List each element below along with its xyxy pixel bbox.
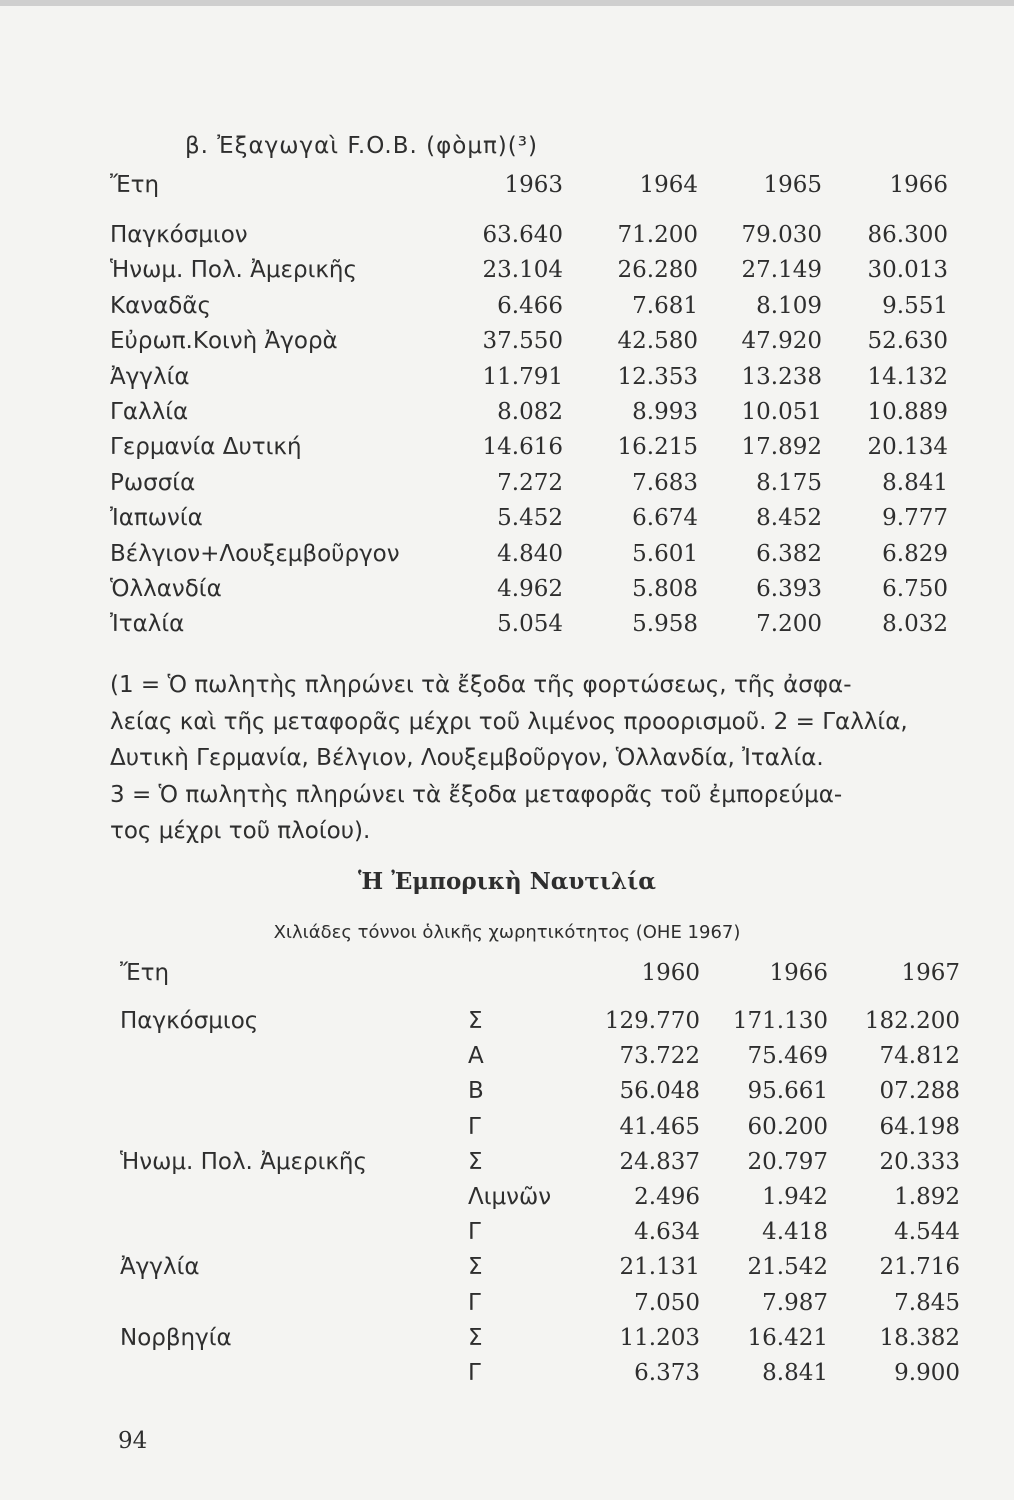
cell-value: 7.050 (634, 1289, 700, 1316)
cell-value: 1.942 (762, 1184, 828, 1210)
category-key: Γ (468, 1219, 481, 1246)
section-subtitle: Χιλιάδες τόννοι ὁλικῆς χωρητικότητος (ΟΗΕ 1967) (273, 922, 741, 943)
row-label: Ἰταλία (110, 611, 185, 638)
row-label: Βέλγιον+Λουξεμβοῦργον (110, 540, 400, 567)
cell-value: 18.382 (879, 1324, 960, 1351)
category-key: Γ (468, 1360, 481, 1386)
cell-value: 73.722 (619, 1043, 700, 1070)
cell-value: 24.837 (619, 1148, 700, 1175)
row-label: Ἡνωμ. Πολ. Ἀμερικῆς (110, 257, 357, 284)
footnote-line: 3 = Ὁ πωλητὴς πληρώνει τὰ ἔξοδα μεταφορᾶς τοῦ ἐμπορεύμα- (110, 781, 843, 808)
cell-value: 11.203 (619, 1324, 700, 1351)
category-key: Β (468, 1078, 484, 1105)
footnote-line: (1 = Ὁ πωλητὴς πληρώνει τὰ ἔξοδα τῆς φορτώσεως, τῆς ἀσφα- (110, 672, 852, 698)
table-row (0, 328, 1014, 362)
cell-value: 47.920 (741, 328, 822, 355)
table-header-row (0, 960, 1014, 994)
category-key: Σ (468, 1254, 483, 1281)
cell-value: 10.889 (867, 399, 948, 425)
cell-value: 30.013 (867, 257, 948, 284)
table-row (0, 257, 1014, 291)
cell-value: 74.812 (879, 1043, 960, 1070)
table-row (0, 1360, 1014, 1394)
table-row (0, 1254, 1014, 1288)
table-row (0, 611, 1014, 645)
row-label: Ἀγγλία (120, 1254, 200, 1281)
row-label: Ἰαπωνία (110, 505, 203, 532)
cell-value: 13.238 (741, 363, 822, 390)
cell-value: 42.580 (617, 328, 698, 355)
cell-value: 171.130 (732, 1008, 828, 1034)
table-row (0, 364, 1014, 398)
cell-value: 79.030 (741, 222, 822, 248)
category-key: Α (468, 1043, 484, 1070)
row-label: Ρωσσία (110, 469, 196, 496)
cell-value: 23.104 (482, 257, 563, 284)
row-label: Ὁλλανδία (110, 576, 222, 602)
table-row (0, 399, 1014, 433)
header-label: Ἔτη (120, 960, 170, 986)
header-label: Ἔτη (110, 172, 160, 198)
category-key: Σ (468, 1324, 483, 1351)
cell-value: 11.791 (482, 363, 563, 390)
cell-value: 41.465 (619, 1113, 700, 1140)
cell-value: 95.661 (747, 1078, 828, 1105)
cell-value: 6.373 (634, 1360, 700, 1386)
row-label: Παγκόσμιον (110, 222, 248, 248)
cell-value: 20.134 (867, 434, 948, 461)
cell-value: 5.054 (497, 611, 563, 638)
exports-table-title: β. Ἐξαγωγαὶ F.O.B. (φὸμπ)(³) (185, 133, 538, 159)
cell-value: 16.421 (747, 1324, 828, 1351)
cell-value: 56.048 (619, 1078, 700, 1105)
cell-value: 6.674 (632, 505, 698, 532)
cell-value: 7.845 (894, 1289, 960, 1316)
cell-value: 8.032 (882, 611, 948, 638)
cell-value: 7.200 (756, 611, 822, 638)
table-row (0, 222, 1014, 256)
cell-value: 2.496 (634, 1184, 700, 1210)
cell-value: 9.777 (882, 505, 948, 532)
year-header: 1963 (504, 172, 563, 198)
section-heading: Ἡ Ἐμπορικὴ Ναυτιλία (358, 868, 656, 895)
cell-value: 20.333 (879, 1148, 960, 1175)
row-label: Καναδᾶς (110, 292, 211, 319)
cell-value: 7.681 (632, 292, 698, 319)
cell-value: 182.200 (864, 1008, 960, 1034)
cell-value: 64.198 (879, 1113, 960, 1140)
cell-value: 1.892 (894, 1184, 960, 1210)
scan-edge (0, 0, 1014, 6)
cell-value: 8.109 (756, 292, 822, 319)
cell-value: 14.132 (867, 363, 948, 390)
row-label: Ἀγγλία (110, 363, 190, 390)
cell-value: 6.829 (882, 540, 948, 567)
cell-value: 21.542 (747, 1254, 828, 1281)
cell-value: 17.892 (741, 434, 822, 461)
table-row (0, 293, 1014, 327)
cell-value: 6.466 (497, 292, 563, 319)
cell-value: 75.469 (747, 1043, 828, 1070)
table-row (0, 1008, 1014, 1042)
cell-value: 21.131 (619, 1254, 700, 1281)
table-row (0, 1290, 1014, 1324)
cell-value: 8.841 (762, 1360, 828, 1386)
cell-value: 20.797 (747, 1148, 828, 1175)
year-header: 1964 (639, 172, 698, 198)
cell-value: 10.051 (741, 399, 822, 425)
row-label: Γαλλία (110, 399, 189, 425)
cell-value: 12.353 (617, 363, 698, 390)
cell-value: 4.544 (894, 1219, 960, 1246)
year-header: 1967 (901, 960, 960, 986)
cell-value: 8.175 (756, 469, 822, 496)
category-key: Λιμνῶν (468, 1184, 552, 1210)
table-row (0, 1325, 1014, 1359)
cell-value: 4.840 (497, 540, 563, 567)
table-row (0, 541, 1014, 575)
cell-value: 71.200 (617, 222, 698, 248)
year-header: 1965 (763, 172, 822, 198)
cell-value: 9.900 (894, 1360, 960, 1386)
cell-value: 7.272 (497, 469, 563, 496)
cell-value: 7.987 (762, 1289, 828, 1316)
footnote-line: τος μέχρι τοῦ πλοίου). (110, 818, 371, 844)
cell-value: 7.683 (632, 469, 698, 496)
cell-value: 8.082 (497, 399, 563, 425)
table-row (0, 1078, 1014, 1112)
table-row (0, 505, 1014, 539)
cell-value: 27.149 (741, 257, 822, 284)
table-row (0, 1184, 1014, 1218)
cell-value: 4.418 (762, 1219, 828, 1246)
category-key: Γ (468, 1113, 481, 1140)
page-number: 94 (118, 1428, 148, 1454)
cell-value: 5.601 (632, 540, 698, 567)
cell-value: 6.750 (882, 576, 948, 602)
cell-value: 86.300 (867, 222, 948, 248)
table-row (0, 1219, 1014, 1253)
row-label: Εὐρωπ.Κοινὴ Ἀγορὰ (110, 328, 338, 355)
row-label: Ἡνωμ. Πολ. Ἀμερικῆς (120, 1148, 367, 1175)
cell-value: 60.200 (747, 1113, 828, 1140)
cell-value: 63.640 (482, 222, 563, 248)
year-header: 1960 (641, 960, 700, 986)
cell-value: 6.382 (756, 540, 822, 567)
cell-value: 52.630 (867, 328, 948, 355)
table-row (0, 1114, 1014, 1148)
cell-value: 5.452 (497, 505, 563, 532)
footnote-line: λείας καὶ τῆς μεταφορᾶς μέχρι τοῦ λιμένος προορισμοῦ. 2 = Γαλλία, (110, 708, 908, 735)
cell-value: 4.634 (634, 1219, 700, 1246)
year-header: 1966 (889, 172, 948, 198)
cell-value: 8.993 (632, 399, 698, 425)
table-row (0, 1149, 1014, 1183)
row-label: Παγκόσμιος (120, 1008, 259, 1034)
category-key: Σ (468, 1008, 483, 1034)
cell-value: 8.841 (882, 469, 948, 496)
cell-value: 26.280 (617, 257, 698, 284)
cell-value: 14.616 (482, 434, 563, 461)
cell-value: 5.958 (632, 611, 698, 638)
cell-value: 9.551 (882, 292, 948, 319)
table-row (0, 470, 1014, 504)
cell-value: 4.962 (497, 576, 563, 602)
year-header: 1966 (769, 960, 828, 986)
cell-value: 21.716 (879, 1254, 960, 1281)
category-key: Γ (468, 1289, 481, 1316)
cell-value: 6.393 (756, 576, 822, 602)
cell-value: 5.808 (632, 576, 698, 602)
row-label: Νορβηγία (120, 1324, 232, 1351)
row-label: Γερμανία Δυτική (110, 434, 302, 461)
cell-value: 129.770 (604, 1008, 700, 1034)
footnote-line: Δυτικὴ Γερμανία, Βέλγιον, Λουξεμβοῦργον, Ὁλλανδία, Ἰταλία. (110, 745, 824, 771)
table-row (0, 576, 1014, 610)
table-header-row (0, 172, 1014, 206)
cell-value: 37.550 (482, 328, 563, 355)
cell-value: 07.288 (879, 1078, 960, 1105)
cell-value: 8.452 (756, 505, 822, 532)
cell-value: 16.215 (617, 434, 698, 461)
category-key: Σ (468, 1148, 483, 1175)
table-row (0, 1043, 1014, 1077)
table-row (0, 434, 1014, 468)
